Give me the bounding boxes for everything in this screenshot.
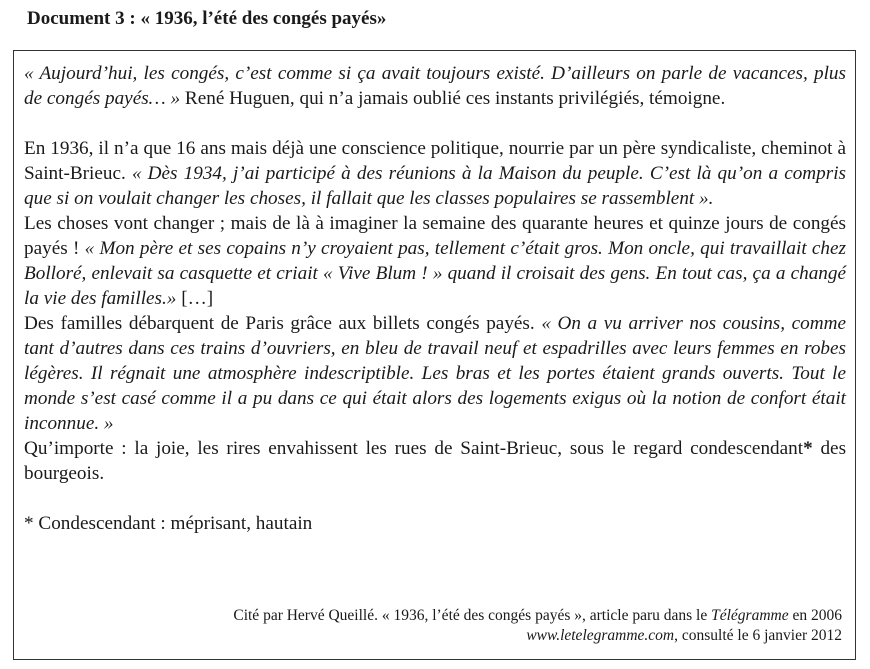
paragraph-5-text-b: des bourgeois. bbox=[24, 438, 847, 484]
quote-4: « On a vu arriver nos cousins, comme tant d’autres dans ces trains d’ouvriers, en bleu de travail neuf et espadrilles avec leurs femmes en robes légères. Il régnait une atmosphère indescriptible. Les bras et les portes étaient grands ouverts. Tout le monde s’est casé comme il a pu dans ce qui était alors des logements exigus où la notion de confort était inconnue. » bbox=[24, 313, 846, 434]
source-line-1-a: Cité par Hervé Queillé. « 1936, l’été des congés payés », article paru dans le bbox=[233, 607, 708, 624]
paragraph-1-text: René Huguen, qui n’a jamais oublié ces instants privilégiés, témoigne. bbox=[184, 88, 726, 109]
source-line-1-b: en 2006 bbox=[792, 607, 842, 624]
source-line-2-b: , consulté le 6 janvier 2012 bbox=[674, 627, 842, 644]
source-line-1 bbox=[233, 606, 842, 626]
source-journal: Télégramme bbox=[711, 607, 789, 624]
paragraph-2 bbox=[24, 136, 846, 211]
document-title: Document 3 : « 1936, l’été des congés payés» bbox=[27, 8, 387, 29]
source-website: www.letelegramme.com bbox=[526, 627, 675, 644]
source-line-2 bbox=[233, 626, 842, 646]
paragraph-5-text-a: Qu’importe : la joie, les rires envahissent les rues de Saint-Brieuc, sous le regard bbox=[24, 438, 683, 459]
paragraph-3 bbox=[24, 211, 846, 311]
text-frame bbox=[13, 50, 856, 660]
footnote: * Condescendant : méprisant, hautain bbox=[24, 513, 313, 534]
quote-2: « Dès 1934, j’ai participé à des réunions à la Maison du peuple. C’est là qu’on a compris que si on voulait changer les choses, il fallait que les classes populaires se rassemblent ». bbox=[24, 163, 847, 209]
paragraph-3-text: Les choses vont changer ; mais de là à imaginer la semaine des quarante heures et quinze jours de congés payés ! bbox=[24, 213, 846, 259]
source-citation bbox=[233, 606, 842, 646]
paragraph-5 bbox=[24, 436, 846, 486]
footnote-marker: * bbox=[803, 438, 813, 459]
paragraph-2-text: En 1936, il n’a que 16 ans mais déjà une conscience politique, nourrie par un père syndicaliste, cheminot à Saint-Brieuc. bbox=[24, 138, 846, 184]
condescendant-word: condescendant bbox=[690, 438, 804, 459]
paragraph-1 bbox=[24, 61, 846, 111]
quote-3: « Mon père et ses copains n’y croyaient pas, tellement c’était gros. Mon oncle, qui travaillait chez Bolloré, enlevait sa casquette et criait « Vive Blum ! » quand il croisait des gens. En tout cas, ça a changé la vie des familles.» bbox=[24, 238, 847, 309]
document-body bbox=[24, 61, 846, 536]
paragraph-4 bbox=[24, 311, 846, 436]
paragraph-4-text: Des familles débarquent de Paris grâce aux billets congés payés. bbox=[24, 313, 535, 334]
ellipsis-cut: […] bbox=[181, 288, 214, 309]
quote-1: « Aujourd’hui, les congés, c’est comme si ça avait toujours existé. D’ailleurs on parle de vacances, plus de congés payés… » bbox=[24, 63, 846, 109]
